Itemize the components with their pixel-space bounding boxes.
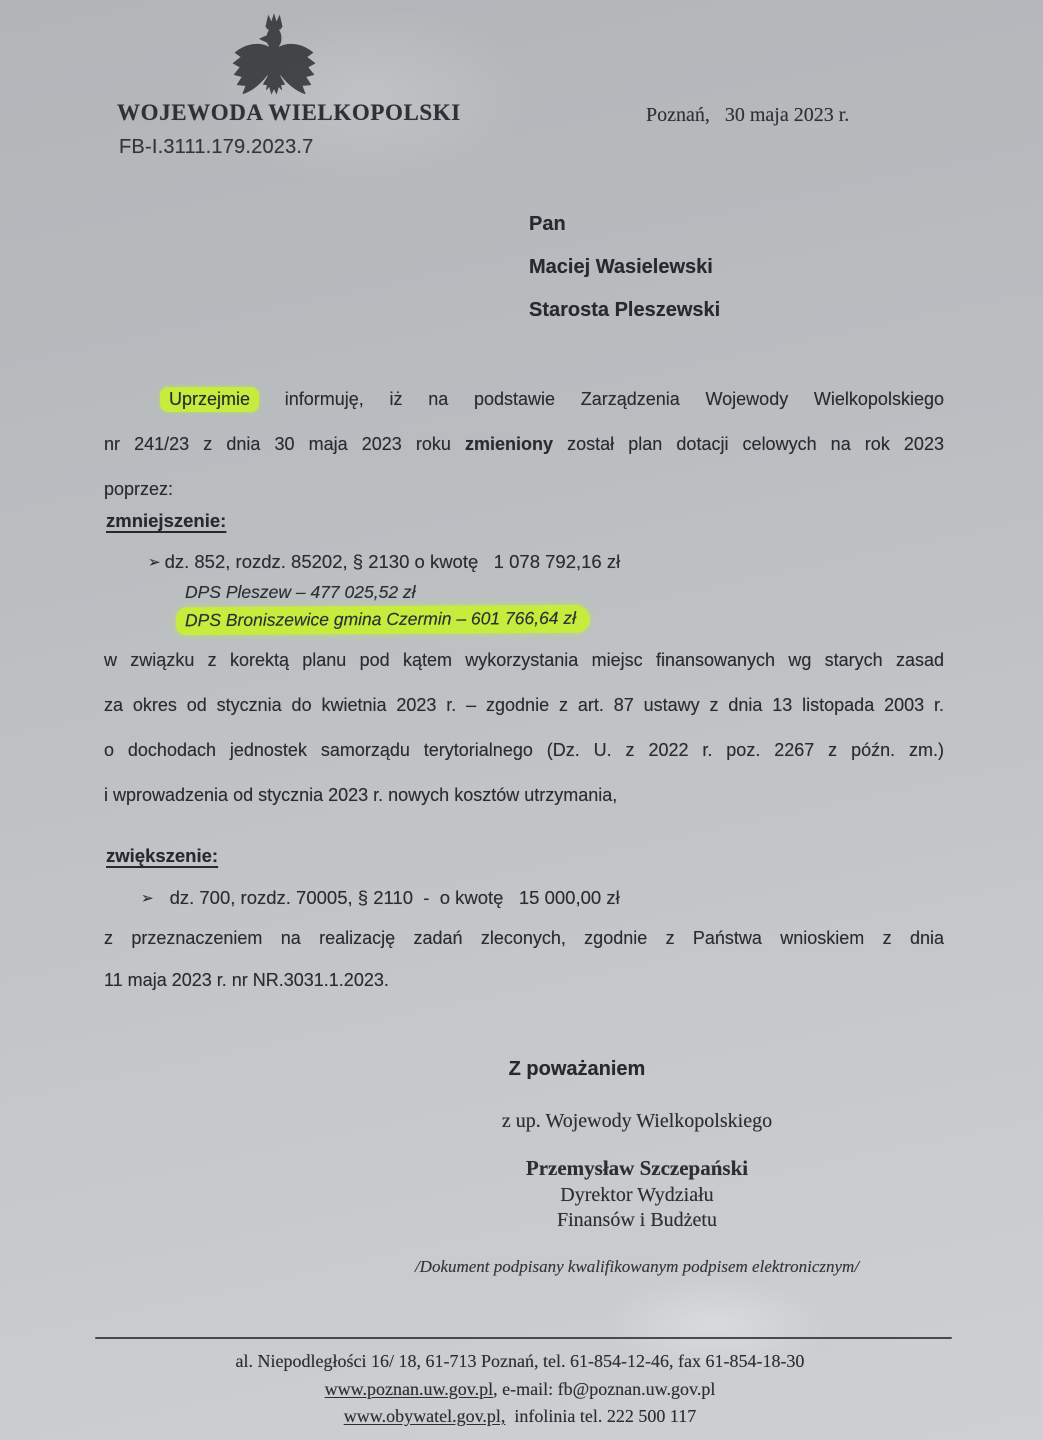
addressee-salutation: Pan — [529, 213, 566, 235]
footer-website-obywatel: www.obywatel.gov.pl, — [343, 1406, 506, 1426]
signer-name: Przemysław Szczepański — [525, 1156, 749, 1180]
footer-email-text: , e-mail: fb@poznan.uw.gov.pl — [493, 1378, 716, 1399]
footer-infoline-text: infolinia tel. 222 500 117 — [505, 1406, 697, 1426]
addressee-title: Starosta Pleszewski — [529, 299, 721, 321]
paragraph-text: informuję, iż na podstawie Zarządzenia Wojewody Wielkopolskiego — [284, 389, 944, 409]
paragraph-line — [104, 377, 944, 422]
bold-word: zmieniony — [465, 434, 554, 454]
footer-website-poznan: www.poznan.uw.gov.pl — [324, 1378, 494, 1399]
paragraph-line: 11 maja 2023 r. nr NR.3031.1.2023. — [104, 970, 389, 990]
signer-authorization: z up. Wojewody Wielkopolskiego — [501, 1110, 773, 1132]
increase-item — [141, 887, 620, 909]
increase-item-text: dz. 700, rozdz. 70005, § 2110 - o kwotę 15 000,00 zł — [169, 887, 620, 908]
addressee-name: Maciej Wasielewski — [529, 256, 713, 278]
signer-title-line2: Finansów i Budżetu — [557, 1209, 717, 1231]
footer-block — [60, 1348, 980, 1431]
paragraph-line: i wprowadzenia od stycznia 2023 r. nowych kosztów utrzymania, — [104, 785, 618, 805]
closing-phrase: Z poważaniem — [508, 1058, 646, 1080]
increase-heading: zwiększenie: — [106, 845, 219, 866]
decrease-item-text: dz. 852, rozdz. 85202, § 2130 o kwotę 1 078 792,16 zł — [164, 551, 621, 572]
paragraph-line: za okres od stycznia do kwietnia 2023 r. – zgodnie z art. 87 ustawy z dnia 13 listopada 2003 r. — [104, 695, 944, 715]
paragraph-text: został plan dotacji celowych na rok 2023 — [567, 434, 944, 454]
paragraph-purpose — [104, 917, 944, 1001]
reference-number: FB-I.3111.179.2023.7 — [119, 136, 314, 158]
footer-address-line: al. Niepodległości 16/ 18, 61-713 Poznań, tel. 61-854-12-46, fax 61-854-18-30 — [235, 1351, 805, 1371]
addressee-block — [529, 203, 720, 332]
decrease-item — [148, 551, 620, 573]
office-name: WOJEWODA WIELKOPOLSKI — [117, 100, 461, 125]
decrease-heading: zmniejszenie: — [106, 510, 227, 531]
paragraph-line: w związku z korektą planu pod kątem wykorzystania miejsc finansowanych wg starych zasad — [104, 650, 944, 670]
signer-title-line1: Dyrektor Wydziału — [560, 1184, 714, 1206]
esignature-note: /Dokument podpisany kwalifikowanym podpisem elektronicznym/ — [414, 1257, 860, 1276]
paragraph-line: o dochodach jednostek samorządu terytorialnego (Dz. U. z 2022 r. poz. 2267 z późn. zm.) — [104, 740, 944, 760]
arrow-bullet-icon: ➢ — [141, 890, 154, 907]
paragraph-justification — [104, 638, 944, 818]
arrow-bullet-icon: ➢ — [148, 554, 161, 571]
paragraph-intro — [104, 377, 944, 512]
footer-infoline — [60, 1403, 980, 1431]
paragraph-line: z przeznaczeniem na realizację zadań zleconych, zgodnie z Państwa wnioskiem z dnia — [104, 928, 944, 948]
paragraph-line — [104, 422, 944, 467]
decrease-subitem-pleszew: DPS Pleszew – 477 025,52 zł — [185, 582, 416, 602]
polish-eagle-emblem-icon — [228, 10, 320, 98]
footer-divider — [95, 1337, 952, 1339]
paragraph-text: nr 241/23 z dnia 30 maja 2023 roku — [104, 434, 451, 454]
footer-contact-line — [60, 1376, 980, 1404]
decrease-subitem-broniszewice — [176, 606, 590, 634]
highlighted-text: DPS Broniszewice gmina Czermin – 601 766,64 zł — [176, 605, 590, 636]
place-and-date: Poznań, 30 maja 2023 r. — [646, 104, 850, 126]
paragraph-line: poprzez: — [104, 479, 174, 499]
highlighted-text: Uprzejmie — [160, 387, 259, 412]
